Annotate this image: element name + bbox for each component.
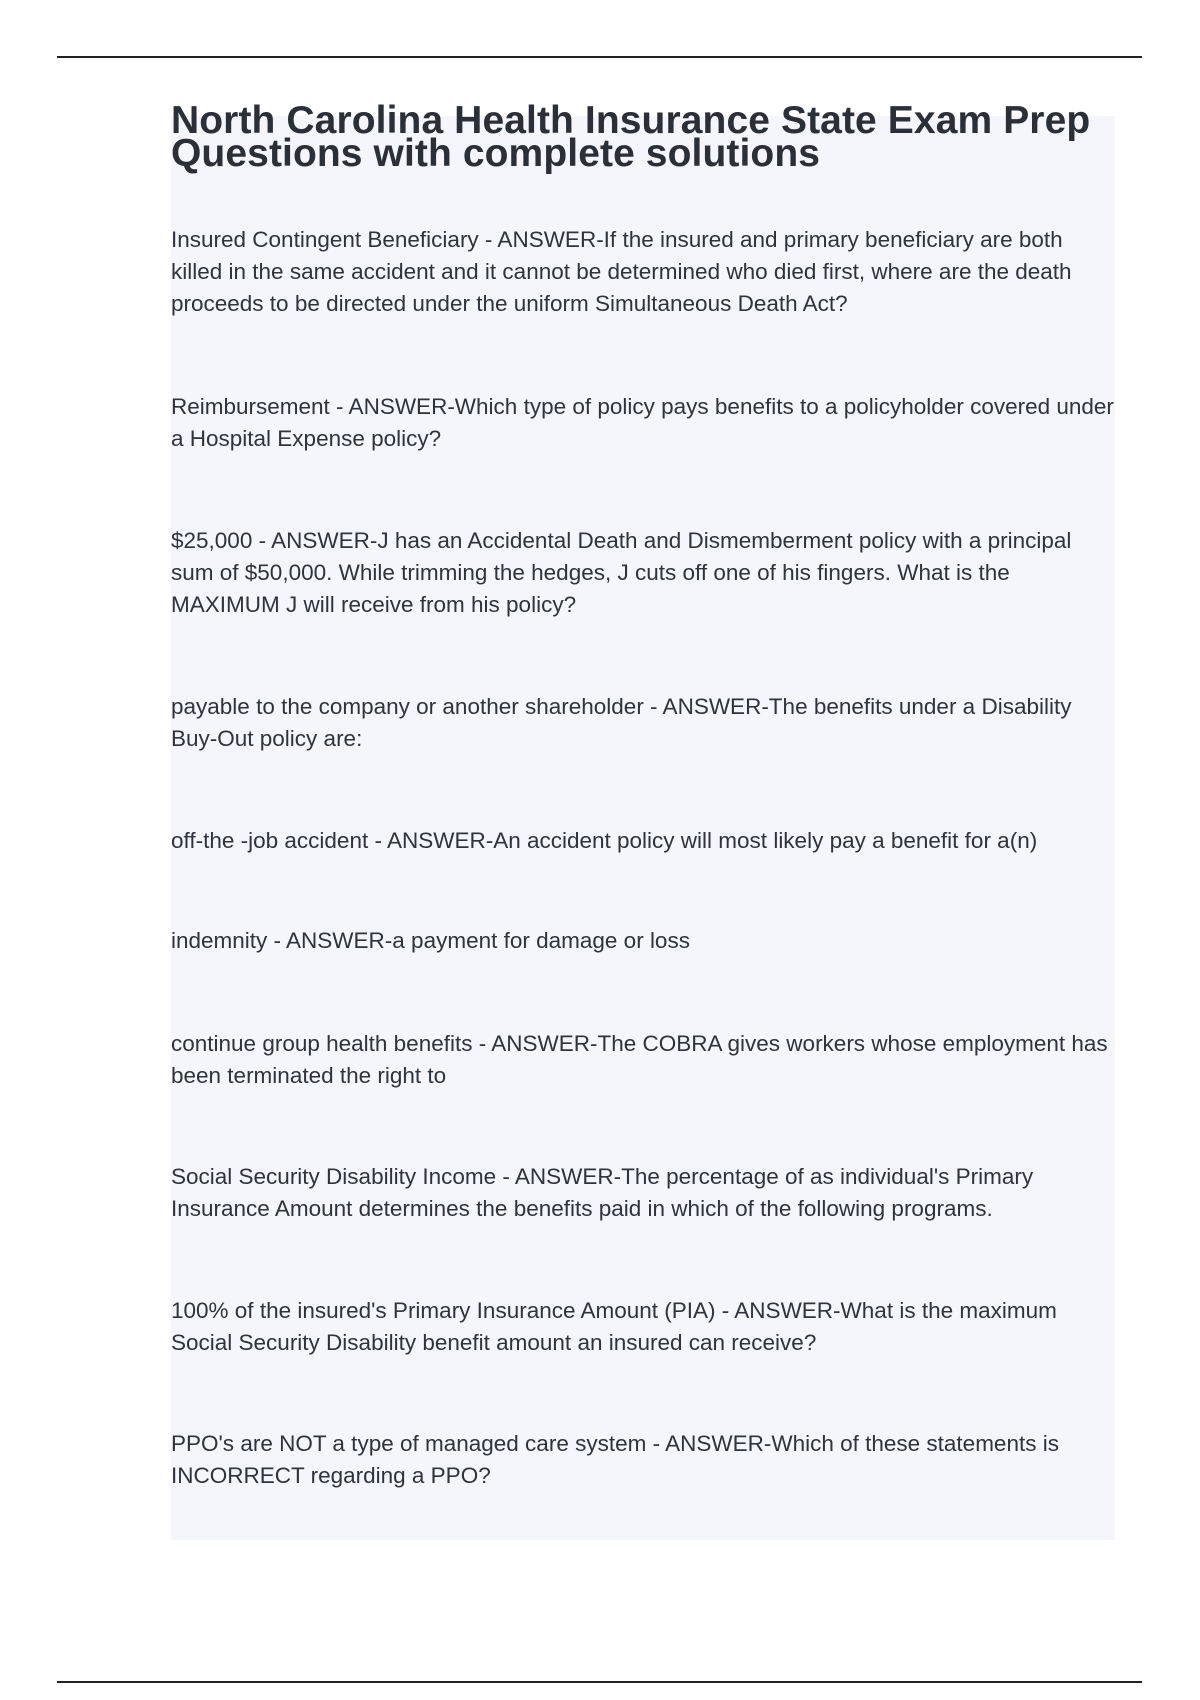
qa-entry: indemnity - ANSWER-a payment for damage or loss [171,928,690,953]
bottom-rule [57,1681,1142,1683]
top-rule [57,56,1142,58]
qa-entry: Social Security Disability Income - ANSWER-The percentage of as individual's Primary Insurance Amount determines the benefits paid in which of the following programs. [171,1164,1034,1221]
qa-entry: Insured Contingent Beneficiary - ANSWER-If the insured and primary beneficiary are both killed in the same accident and it cannot be determined who died first, where are the death proceeds to be directed under the uniform Simultaneous Death Act? [171,227,1072,316]
document-title: North Carolina Health Insurance State Exam Prep Questions with complete solutions [171,99,1091,175]
qa-entry: continue group health benefits - ANSWER-The COBRA gives workers whose employment has been terminated the right to [171,1031,1108,1088]
qa-entry: PPO's are NOT a type of managed care system - ANSWER-Which of these statements is INCORRECT regarding a PPO? [171,1431,1059,1488]
qa-entry: 100% of the insured's Primary Insurance Amount (PIA) - ANSWER-What is the maximum Social Security Disability benefit amount an insured can receive? [171,1298,1057,1355]
qa-entry: off-the -job accident - ANSWER-An accident policy will most likely pay a benefit for a(n) [171,828,1038,853]
qa-entry: Reimbursement - ANSWER-Which type of policy pays benefits to a policyholder covered under a Hospital Expense policy? [171,394,1114,451]
qa-entry: payable to the company or another shareholder - ANSWER-The benefits under a Disability Buy-Out policy are: [171,694,1072,751]
qa-entry: $25,000 - ANSWER-J has an Accidental Death and Dismemberment policy with a principal sum of $50,000. While trimming the hedges, J cuts off one of his fingers. What is the MAXIMUM J will receive from his policy? [171,528,1072,617]
